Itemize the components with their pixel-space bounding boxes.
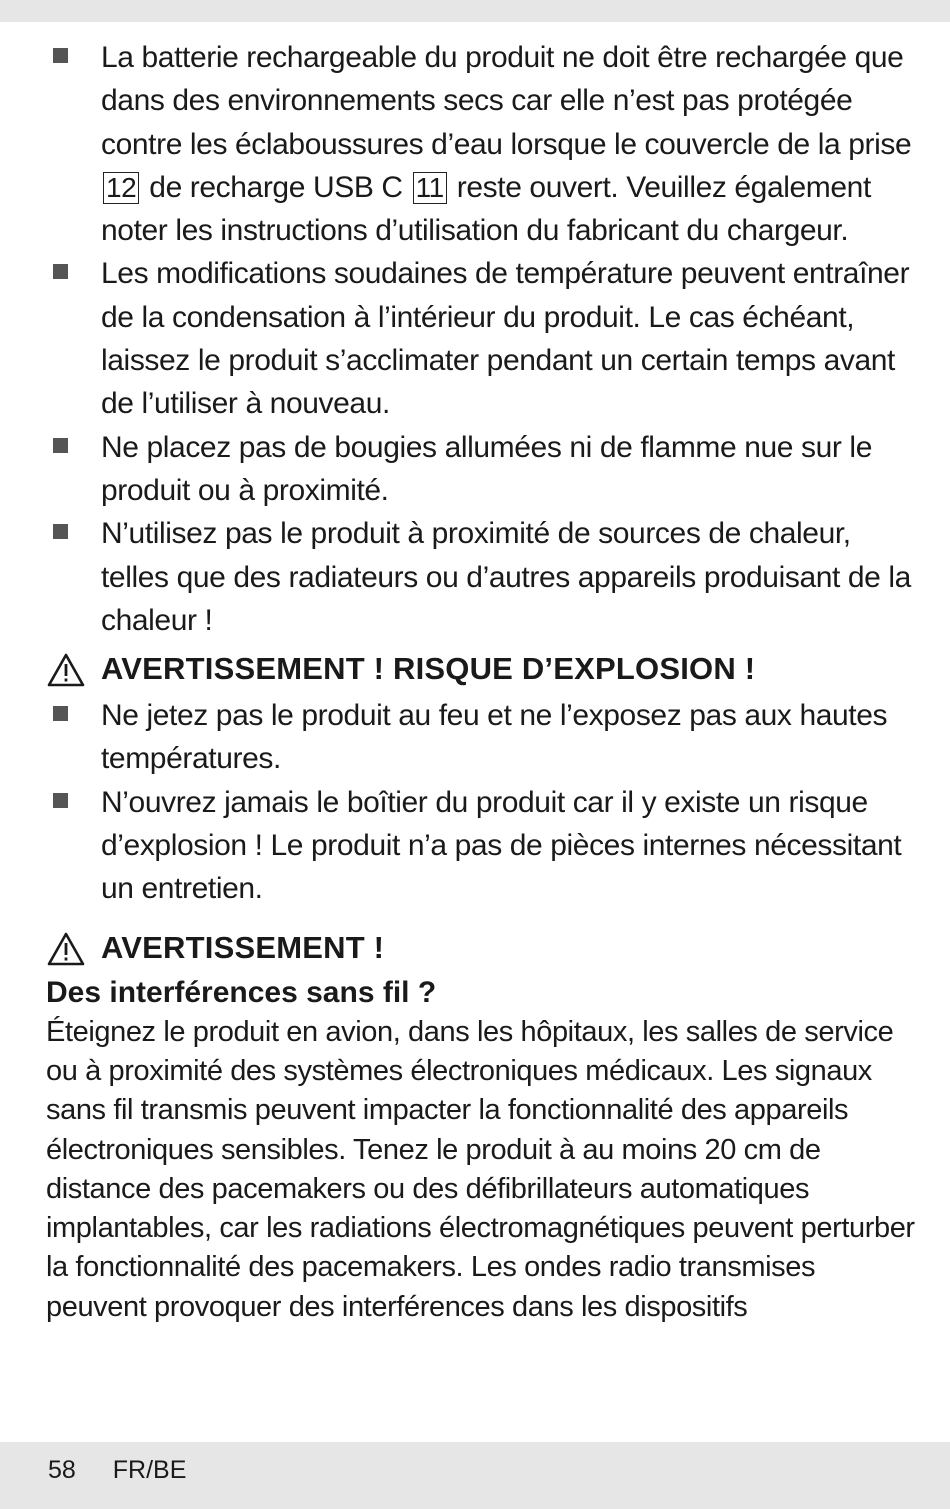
- list-item-text: N’utilisez pas le produit à proximité de sources de chaleur, telles que des radiateurs ou d’autres appareils produisant de la chaleur !: [101, 517, 911, 637]
- square-bullet-icon: [53, 264, 68, 279]
- square-bullet-icon: [53, 706, 68, 721]
- list-item: [46, 694, 926, 781]
- top-band: [0, 0, 950, 22]
- safety-list-2: [46, 694, 926, 910]
- square-bullet-icon: [53, 48, 68, 63]
- warning-title: AVERTISSEMENT ! RISQUE D’EXPLOSION !: [101, 651, 756, 687]
- page-footer: [48, 1456, 186, 1484]
- square-bullet-icon: [53, 524, 68, 539]
- list-item: [46, 426, 926, 513]
- safety-list-1: [46, 36, 926, 642]
- list-item: [46, 512, 926, 642]
- warning-title: AVERTISSEMENT !: [101, 929, 385, 965]
- list-item-text: Ne jetez pas le produit au feu et ne l’exposez pas aux hautes températures.: [101, 699, 888, 776]
- body-paragraph: Éteignez le produit en avion, dans les hôpitaux, les salles de service ou à proximité des systèmes électroniques médicaux. Les signaux sans fil transmis peuvent impacter la fonctionnalité des appareils électroniques sensibles. Tenez le produit à au moins 20 cm de distance des pacemakers ou des défibrillateurs automatiques implantables, car les radiations électromagnétiques peuvent perturber la fonctionnalité des pacemakers. Les ondes radio transmises peuvent provoquer des interférences dans les dispositifs: [46, 1015, 915, 1323]
- explosion-warning: [46, 646, 926, 692]
- list-item: [46, 781, 926, 911]
- reference-number: 12: [103, 172, 139, 204]
- page-content: [46, 36, 926, 1327]
- square-bullet-icon: [53, 793, 68, 808]
- language-code: FR/BE: [112, 1456, 187, 1484]
- list-item-text: N’ouvrez jamais le boîtier du produit car il y existe un risque d’explosion ! Le produit n’a pas de pièces internes nécessitant un entretien.: [101, 785, 902, 906]
- list-item: [46, 36, 926, 252]
- page-number: 58: [48, 1456, 76, 1484]
- warning-triangle-icon: [46, 652, 86, 688]
- square-bullet-icon: [53, 438, 68, 453]
- list-item-text: de recharge USB C: [149, 170, 403, 204]
- general-warning: [46, 925, 926, 971]
- section-subheading: Des interférences sans fil ?: [46, 975, 437, 1009]
- list-item-text: Les modifications soudaines de température peuvent entraîner de la condensation à l’intérieur du produit. Le cas échéant, laissez le produit s’acclimater pendant un certain temps avant de l’utiliser à nouveau.: [101, 257, 910, 421]
- list-item-text: reste ouvert. Veuillez également noter les instructions d’utilisation du fabricant du chargeur.: [101, 170, 871, 248]
- list-item-text: La batterie rechargeable du produit ne doit être rechargée que dans des environnements secs car elle n’est pas protégée contre les éclaboussures d’eau lorsque le couvercle de la prise: [101, 41, 912, 161]
- list-item: [46, 252, 926, 425]
- list-item-text: Ne placez pas de bougies allumées ni de flamme nue sur le produit ou à proximité.: [101, 430, 872, 507]
- warning-triangle-icon: [46, 931, 86, 967]
- reference-number: 11: [413, 172, 447, 204]
